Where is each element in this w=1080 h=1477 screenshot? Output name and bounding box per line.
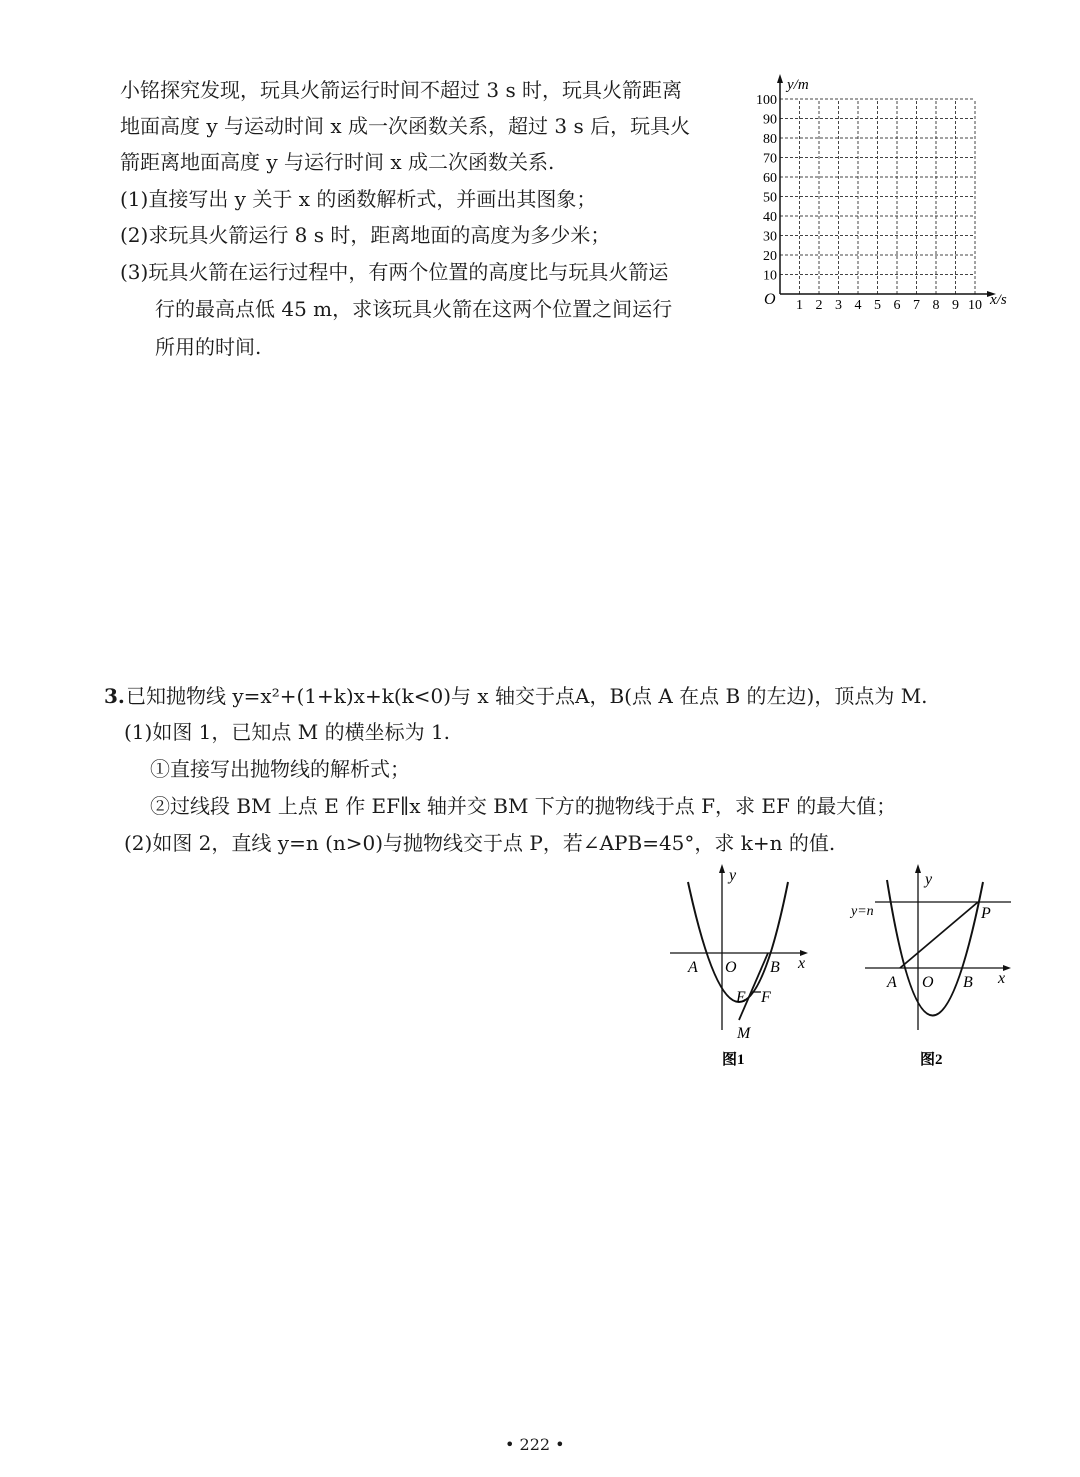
problem3-part1: (1)如图 1，已知点 M 的横坐标为 1. bbox=[124, 720, 451, 744]
problem3-part1-a: ①直接写出抛物线的解析式； bbox=[150, 757, 410, 781]
y-tick-label: 90 bbox=[763, 112, 777, 128]
figure1-segment-bm bbox=[739, 953, 768, 1020]
figure1-label-y: y bbox=[729, 867, 737, 884]
figure1-label-f: F bbox=[761, 989, 771, 1006]
problem3-part2: (2)如图 2，直线 y=n (n>0)与抛物线交于点 P，若∠APB=45°，求 k+n 的值. bbox=[124, 831, 836, 855]
x-tick-label: 7 bbox=[913, 298, 920, 313]
figure1-label-o: O bbox=[725, 959, 737, 976]
problem2-question1: (1)直接写出 y 关于 x 的函数解析式，并画出其图象； bbox=[120, 187, 597, 211]
y-tick-label: 70 bbox=[763, 151, 777, 167]
problem2-question2: (2)求玩具火箭运行 8 s 时，距离地面的高度为多少米； bbox=[120, 223, 611, 247]
x-tick-label: 4 bbox=[854, 298, 862, 313]
figure1-label-x: x bbox=[798, 955, 806, 972]
figure2-label-x: x bbox=[998, 970, 1006, 987]
figure2-caption: 图2 bbox=[920, 1052, 943, 1068]
figure2-label-o: O bbox=[922, 974, 934, 991]
x-tick-label: 5 bbox=[874, 298, 881, 313]
problem3-part1-b: ②过线段 BM 上点 E 作 EF∥x 轴并交 BM 下方的抛物线于点 F，求 EF 的最大值； bbox=[150, 794, 897, 818]
figure1-label-b: B bbox=[770, 959, 780, 976]
problem2-intro-line1: 小铭探究发现，玩具火箭运行时间不超过 3 s 时，玩具火箭距离 bbox=[120, 78, 683, 102]
problem3-number: 3. bbox=[104, 684, 125, 708]
figure2-label-y: y bbox=[925, 871, 933, 888]
problem3-stem: 已知抛物线 y=x²+(1+k)x+k(k<0)与 x 轴交于点A，B(点 A 在点 B 的左边)，顶点为 M. bbox=[126, 684, 928, 708]
origin-label: O bbox=[764, 291, 776, 308]
x-tick-label: 10 bbox=[968, 298, 982, 313]
problem2-intro-line2: 地面高度 y 与运动时间 x 成一次函数关系，超过 3 s 后，玩具火 bbox=[120, 114, 691, 138]
y-tick-label: 30 bbox=[763, 229, 777, 245]
coordinate-grid-chart bbox=[750, 72, 1030, 317]
figure1-parabola bbox=[688, 882, 788, 1002]
figure2-parabola-diagram bbox=[845, 860, 1020, 1075]
x-tick-label: 8 bbox=[932, 298, 940, 313]
y-tick-label: 10 bbox=[763, 268, 777, 284]
problem2-question3-line3: 所用的时间. bbox=[155, 335, 262, 359]
y-tick-label: 60 bbox=[763, 171, 777, 186]
figure2-segment-ap bbox=[900, 902, 978, 968]
page-number: • 222 • bbox=[505, 1435, 565, 1454]
problem2-intro-line3: 箭距离地面高度 y 与运行时间 x 成二次函数关系. bbox=[120, 150, 555, 174]
y-axis-arrow-icon bbox=[777, 74, 783, 83]
figure2-label-a: A bbox=[887, 974, 897, 991]
problem2-question3-line1: (3)玩具火箭在运行过程中，有两个位置的高度比与玩具火箭运 bbox=[120, 260, 669, 284]
y-tick-label: 80 bbox=[763, 132, 777, 147]
x-tick-label: 3 bbox=[835, 298, 842, 313]
figure1-y-arrow-icon bbox=[719, 864, 725, 873]
y-tick-label: 40 bbox=[763, 210, 777, 225]
figure1-label-m: M bbox=[737, 1025, 751, 1042]
problem2-question3-line2: 行的最高点低 45 m，求该玩具火箭在这两个位置之间运行 bbox=[155, 297, 673, 321]
figure2-label-b: B bbox=[963, 974, 973, 991]
y-tick-label: 100 bbox=[756, 93, 777, 108]
figure2-label-line: y=n bbox=[851, 904, 874, 919]
figure1-label-a: A bbox=[688, 959, 698, 976]
x-tick-label: 6 bbox=[893, 298, 901, 313]
y-tick-label: 50 bbox=[763, 190, 777, 206]
figure1-caption: 图1 bbox=[722, 1052, 745, 1068]
figure2-label-p: P bbox=[981, 905, 991, 922]
x-tick-label: 2 bbox=[815, 298, 823, 313]
figure2-y-arrow-icon bbox=[915, 864, 921, 873]
x-axis-label: x/s bbox=[990, 292, 1007, 308]
y-tick-label: 20 bbox=[763, 249, 777, 264]
x-tick-label: 9 bbox=[952, 298, 959, 313]
figure1-parabola-diagram bbox=[660, 860, 820, 1075]
y-axis-label: y/m bbox=[787, 77, 809, 93]
figure2-parabola bbox=[887, 880, 983, 1016]
x-tick-label: 1 bbox=[796, 298, 803, 313]
figure1-label-e: E bbox=[736, 989, 746, 1006]
